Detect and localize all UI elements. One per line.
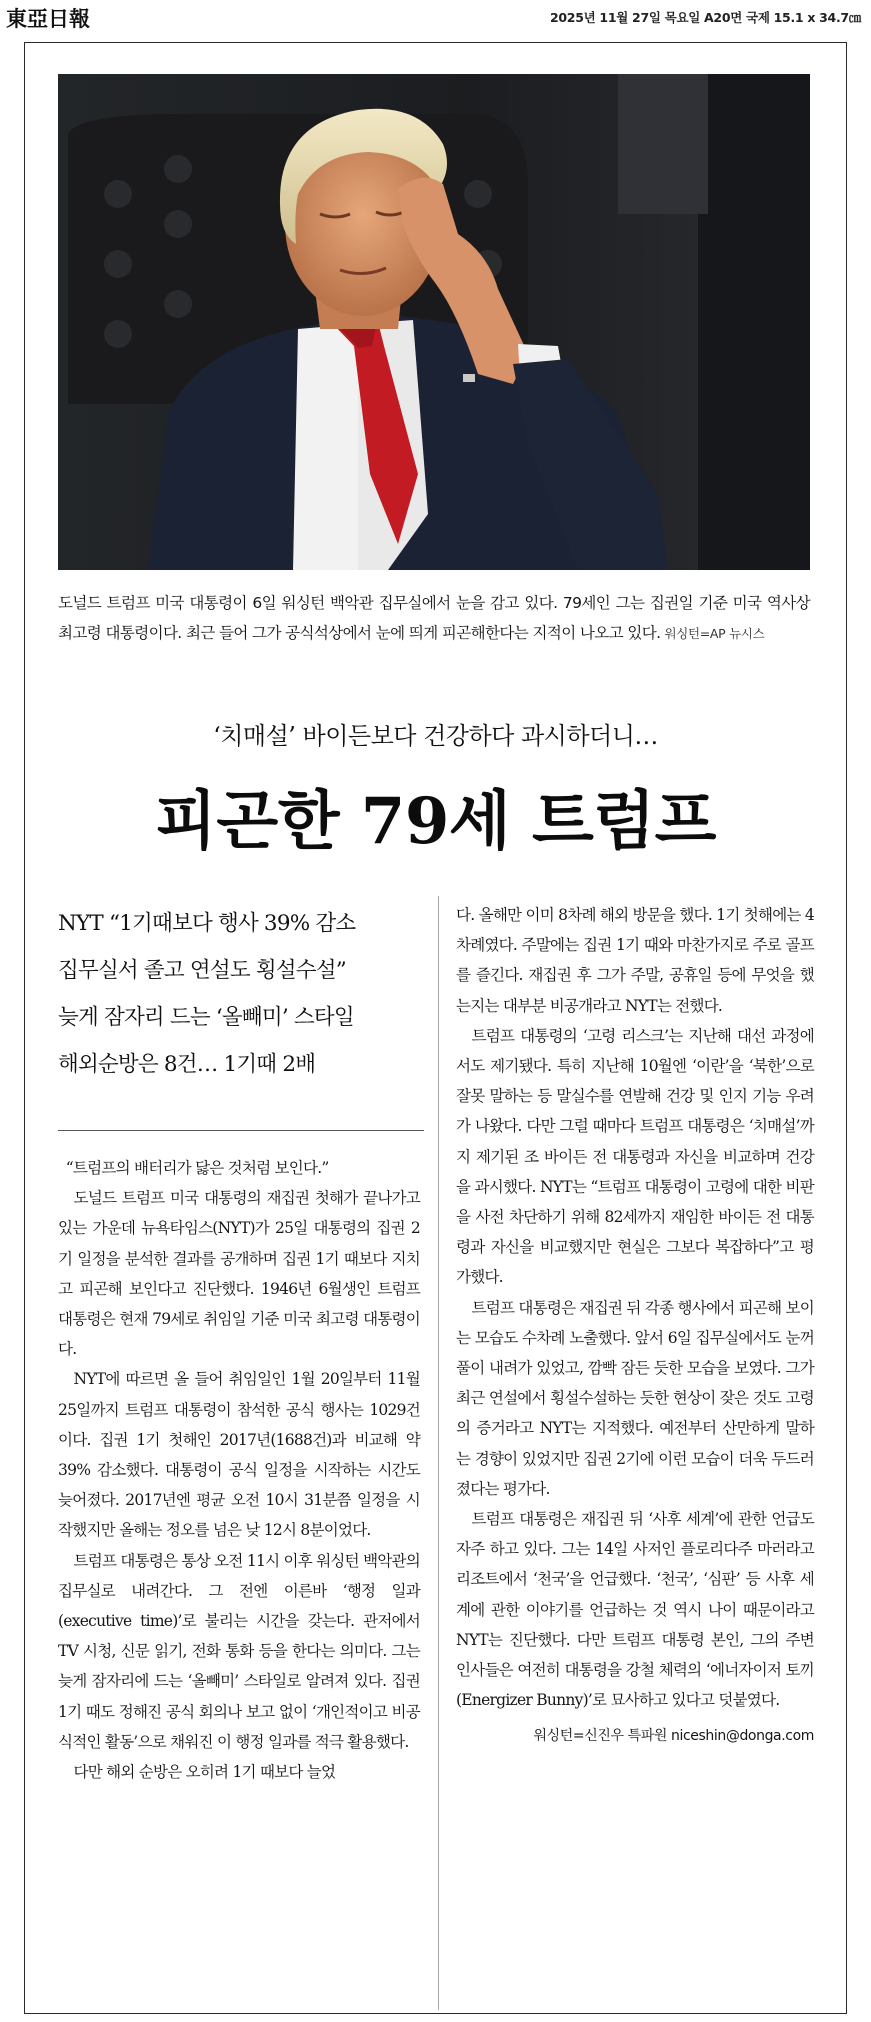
body-column-left [58, 1153, 420, 1787]
edition-info: 2025년 11월 27일 목요일 A20면 국제 15.1 x 34.7㎝ [550, 10, 861, 25]
masthead [0, 0, 871, 30]
headline: 피곤한 79세 트럼프 [155, 784, 716, 859]
caption-text: 도널드 트럼프 미국 대통령이 6일 워싱턴 백악관 집무실에서 눈을 감고 있다. 79세인 그는 집권일 기준 미국 역사상 최고령 대통령이다. 최근 들어 그가 공식석상에서 눈에 띄게 피곤해한다는 지적이 나오고 있다. [58, 594, 810, 642]
body-paragraph: “트럼프의 배터리가 닳은 것처럼 보인다.” [65, 1159, 329, 1177]
body-paragraph: 도널드 트럼프 미국 대통령의 재집권 첫해가 끝나가고 있는 가운데 뉴욕타임스(NYT)가 25일 대통령의 집권 2기 일정을 분석한 결과를 공개하며 집권 1기 때보다 지치고 피곤해 보인다고 진단했다. 1946년 6월생인 트럼프 대통령은 현재 79세로 취임일 기준 미국 최고령 대통령이다. [58, 1189, 420, 1359]
body-column-right [456, 900, 814, 1752]
body-paragraph: 다. 올해만 이미 8차례 해외 방문을 했다. 1기 첫해에는 4차례였다. 주말에는 집권 1기 때와 마찬가지로 주로 골프를 즐긴다. 재집권 후 그가 주말, 공휴일 등에 무엇을 했는지는 대부분 비공개라고 NYT는 전했다. [456, 906, 814, 1015]
photo-credit: 워싱턴=AP 뉴시스 [664, 626, 765, 641]
deck [58, 900, 418, 1088]
body-paragraph: 다만 해외 순방은 오히려 1기 때보다 늘었 [73, 1763, 336, 1782]
newspaper-logo: 東亞日報 [6, 6, 90, 31]
photo-caption [58, 588, 810, 649]
deck-line: 해외순방은 8건… 1기때 2배 [58, 1052, 316, 1077]
deck-divider [58, 1130, 424, 1131]
deck-line: 집무실서 졸고 연설도 횡설수설” [58, 958, 346, 983]
news-photo [58, 74, 810, 570]
body-paragraph: 트럼프 대통령은 재집권 뒤 각종 행사에서 피곤해 보이는 모습도 수차례 노출했다. 앞서 6일 집무실에서도 눈꺼풀이 내려가 있었고, 깜빡 잠든 듯한 모습을 보였다. 그가 최근 연설에서 횡설수설하는 듯한 현상이 잦은 것도 고령의 증거라고 NYT는 지적했다. 예전부터 산만하게 말하는 경향이 있었지만 집권 2기에 이런 모습이 더욱 두드러졌다는 평가다. [456, 1298, 814, 1498]
body-paragraph: NYT에 따르면 올 들어 취임일인 1월 20일부터 11월 25일까지 트럼프 대통령이 참석한 공식 행사는 1029건이다. 집권 1기 첫해인 2017년(1688건)과 비교해 약 39% 감소했다. 대통령이 공식 일정을 시작하는 시간도 늦어졌다. 2017년엔 평균 오전 10시 31분쯤 일정을 시작했지만 올해는 정오를 넘은 낮 12시 8분이었다. [58, 1370, 420, 1540]
column-divider [438, 896, 439, 2010]
photo-illustration [58, 74, 810, 570]
kicker: ‘치매설’ 바이든보다 건강하다 과시하더니… [213, 722, 658, 750]
body-paragraph: 트럼프 대통령은 통상 오전 11시 이후 워싱턴 백악관의 집무실로 내려간다. 그 전엔 이른바 ‘행정 일과(executive time)’로 불리는 시간을 갖는다. 관저에서 TV 시청, 신문 읽기, 전화 통화 등을 한다는 의미다. 그는 늦게 잠자리에 드는 ‘올빼미’ 스타일로 알려져 있다. 집권 1기 때도 정해진 공식 회의나 보고 없이 ‘개인적이고 비공식적인 활동’으로 채워진 이 행정 일과를 적극 활용했다. [58, 1551, 420, 1751]
deck-line: 늦게 잠자리 드는 ‘올빼미’ 스타일 [58, 1005, 354, 1030]
deck-line: NYT “1기때보다 행사 39% 감소 [58, 911, 356, 936]
byline: 워싱턴=신진우 특파원 niceshin@donga.com [533, 1728, 814, 1745]
body-paragraph: 트럼프 대통령은 재집권 뒤 ‘사후 세계’에 관한 언급도 자주 하고 있다. 그는 14일 사저인 플로리다주 마러라고 리조트에서 ‘천국’을 언급했다. ‘천국’, ‘심판’ 등 사후 세계에 관한 이야기를 언급하는 것 역시 나이 때문이라고 NYT는 진단했다. 다만 트럼프 대통령 본인, 그의 주변 인사들은 여전히 대통령을 강철 체력의 ‘에너자이저 토끼(Energizer Bunny)’로 묘사하고 있다고 덧붙였다. [456, 1510, 814, 1710]
body-paragraph: 트럼프 대통령의 ‘고령 리스크’는 지난해 대선 과정에서도 제기됐다. 특히 지난해 10월엔 ‘이란’을 ‘북한’으로 잘못 말하는 등 말실수를 연발해 건강 및 인지 기능 우려가 나왔다. 다만 그럴 때마다 트럼프 대통령은 ‘치매설’까지 제기된 조 바이든 전 대통령과 자신을 비교하며 건강을 과시했다. NYT는 “트럼프 대통령이 고령에 대한 비판을 사전 차단하기 위해 82세까지 재임한 바이든 전 대통령과 자신을 비교했지만 현실은 그보다 복잡하다”고 평가했다. [456, 1026, 814, 1287]
